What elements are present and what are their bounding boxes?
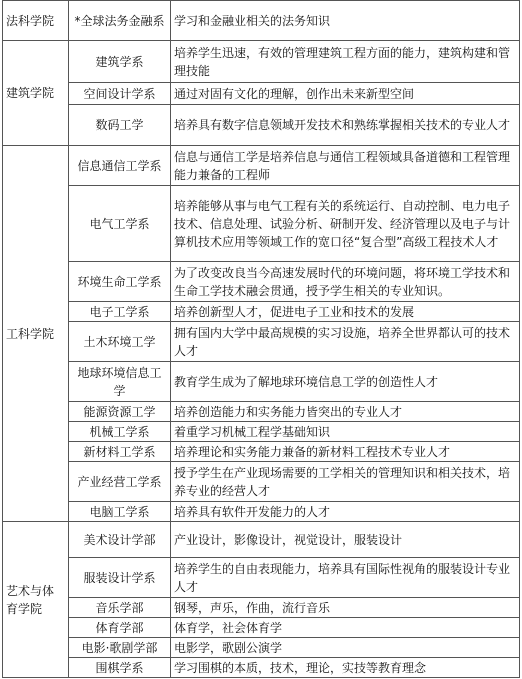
department-description: 产业设计，影像设计，视觉设计，服装设计 [171,522,520,558]
department-description: 授予学生在产业现场需要的工学相关的管理知识和相关技术，培养专业的经营人才 [171,462,520,502]
department-description: 为了改变改良当今高速发展时代的环境问题，将环境工学技术和生命工学技术融会贯通，授予学生相关的专业知识。 [171,262,520,302]
department-name: 数码工学 [69,105,171,146]
department-name: 电子工学系 [69,302,171,322]
department-description: 着重学习机械工程学基础知识 [171,422,520,442]
table-row [3,598,520,618]
department-description: 钢琴，声乐，作曲，流行音乐 [171,598,520,618]
college-name-engineering: 工科学院 [3,146,69,522]
table-row [3,262,520,302]
department-name: *全球法务金融系 [69,1,171,41]
department-name: 体育学部 [69,618,171,638]
table-row [3,558,520,598]
table-row [3,146,520,186]
department-name: 空间设计学系 [69,83,171,105]
department-description: 培养具有数字信息领域开发技术和熟练掌握相关技术的专业人才 [171,105,520,146]
department-description: 培养理论和实务能力兼备的新材料工程技术专业人才 [171,442,520,462]
department-name: 产业经营工学系 [69,462,171,502]
department-name: 新材料工学系 [69,442,171,462]
department-description: 体育学，社会体育学 [171,618,520,638]
department-description: 培养学生迅速，有效的管理建筑工程方面的能力，建筑构建和管理技能 [171,41,520,83]
department-description: 电影学，歌剧公演学 [171,638,520,658]
department-description: 信息与通信工学是培养信息与通信工程领域具备道德和工程管理能力兼备的工程师 [171,146,520,186]
department-name: 电气工学系 [69,186,171,262]
table-row [3,522,520,558]
department-description: 通过对固有文化的理解，创作出未来新型空间 [171,83,520,105]
table-row [3,83,520,105]
department-name: 环境生命工学系 [69,262,171,302]
table-row [3,658,520,678]
department-description: 学习和金融业相关的法务知识 [171,1,520,41]
table-row [3,186,520,262]
department-name: 建筑学系 [69,41,171,83]
department-name: 电脑工学系 [69,502,171,522]
table-row [3,302,520,322]
department-name: 电影·歌剧学部 [69,638,171,658]
college-department-table [2,0,520,678]
department-name: 服装设计学系 [69,558,171,598]
department-description: 培养能够从事与电气工程有关的系统运行、自动控制、电力电子技术、信息处理、试验分析、研制开发、经济管理以及电子与计算机技术应用等领域工作的宽口径“复合型”高级工程技术人才 [171,186,520,262]
department-description: 培养创造能力和实务能力皆突出的专业人才 [171,402,520,422]
table-row [3,502,520,522]
table-row [3,105,520,146]
table-row [3,618,520,638]
college-name-architecture: 建筑学院 [3,41,69,146]
department-name: 土木环境工学 [69,322,171,362]
table-row [3,362,520,402]
department-name: 能源资源工学 [69,402,171,422]
table-row [3,322,520,362]
department-description: 培养创新型人才，促进电子工业和技术的发展 [171,302,520,322]
college-name-law: 法科学院 [3,1,69,41]
table-row [3,638,520,658]
department-name: 地球环境信息工学 [69,362,171,402]
table-row [3,442,520,462]
department-description: 学习围棋的本质，技术，理论，实技等教育理念 [171,658,520,678]
table-row [3,462,520,502]
table-row [3,41,520,83]
department-name: 音乐学部 [69,598,171,618]
department-description: 教育学生成为了解地球环境信息工学的创造性人才 [171,362,520,402]
department-name: 美术设计学部 [69,522,171,558]
department-description: 培养具有软件开发能力的人才 [171,502,520,522]
table-row [3,402,520,422]
department-name: 围棋学系 [69,658,171,678]
department-name: 信息通信工学系 [69,146,171,186]
table-row [3,422,520,442]
department-name: 机械工学系 [69,422,171,442]
table-row [3,1,520,41]
department-description: 拥有国内大学中最高规模的实习设施，培养全世界都认可的技术人才 [171,322,520,362]
department-description: 培养学生的自由表现能力，培养具有国际性视角的服装设计专业人才 [171,558,520,598]
college-name-arts-sports: 艺术与体育学院 [3,522,69,678]
